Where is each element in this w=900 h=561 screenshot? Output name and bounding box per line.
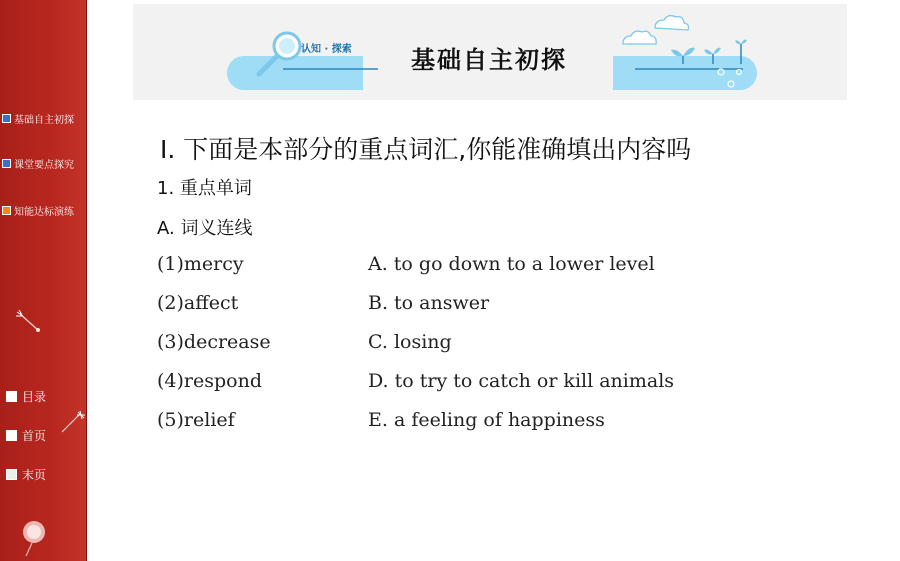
dandelion-flower-icon (16, 516, 52, 556)
vocab-term: (2)affect (157, 292, 239, 314)
vocab-term: (3)decrease (157, 331, 271, 353)
home-label: 首页 (22, 428, 47, 443)
section-label: 认知 · 探索 (301, 44, 352, 55)
vocab-term: (1)mercy (157, 253, 244, 275)
vocab-definition: D. to try to catch or kill animals (368, 370, 675, 392)
exercise-subsubheading: A. 词义连线 (157, 218, 253, 239)
sidebar (0, 0, 87, 561)
vocab-term: (4)respond (157, 370, 262, 392)
nav-item-label: 课堂要点探究 (14, 159, 74, 171)
vocab-definition: B. to answer (368, 292, 490, 314)
vocab-term: (5)relief (157, 409, 235, 431)
checkbox-icon (6, 469, 17, 480)
checkbox-icon (6, 430, 17, 441)
vocab-definition: A. to go down to a lower level (368, 253, 655, 275)
section-banner (133, 4, 847, 100)
nav-item-basic-exploration[interactable] (0, 110, 86, 126)
home-link[interactable] (6, 426, 46, 444)
last-page-label: 末页 (22, 467, 47, 482)
last-page-link[interactable] (6, 465, 46, 483)
nav-item-practice[interactable] (0, 202, 86, 218)
banner-title: 基础自主初探 (411, 45, 567, 74)
square-bullet-icon (2, 206, 11, 215)
dandelion-seed-icon (14, 308, 44, 336)
square-bullet-icon (2, 114, 11, 123)
magnifier-icon (251, 28, 307, 80)
vocab-definition: E. a feeling of happiness (368, 409, 605, 431)
cloud-sprout-icon (613, 12, 753, 90)
vocab-definition: C. losing (368, 331, 452, 353)
nav-item-label: 基础自主初探 (14, 114, 74, 126)
exercise-subheading: 1. 重点单词 (157, 178, 252, 199)
exercise-heading: Ⅰ. 下面是本部分的重点词汇,你能准确填出内容吗 (160, 135, 692, 164)
square-bullet-icon (2, 159, 11, 168)
toc-link[interactable] (6, 387, 46, 405)
nav-item-key-points[interactable] (0, 155, 86, 171)
toc-label: 目录 (22, 389, 47, 404)
nav-item-label: 知能达标演练 (14, 206, 74, 218)
checkbox-icon (6, 391, 17, 402)
dandelion-seed-icon (58, 410, 86, 436)
